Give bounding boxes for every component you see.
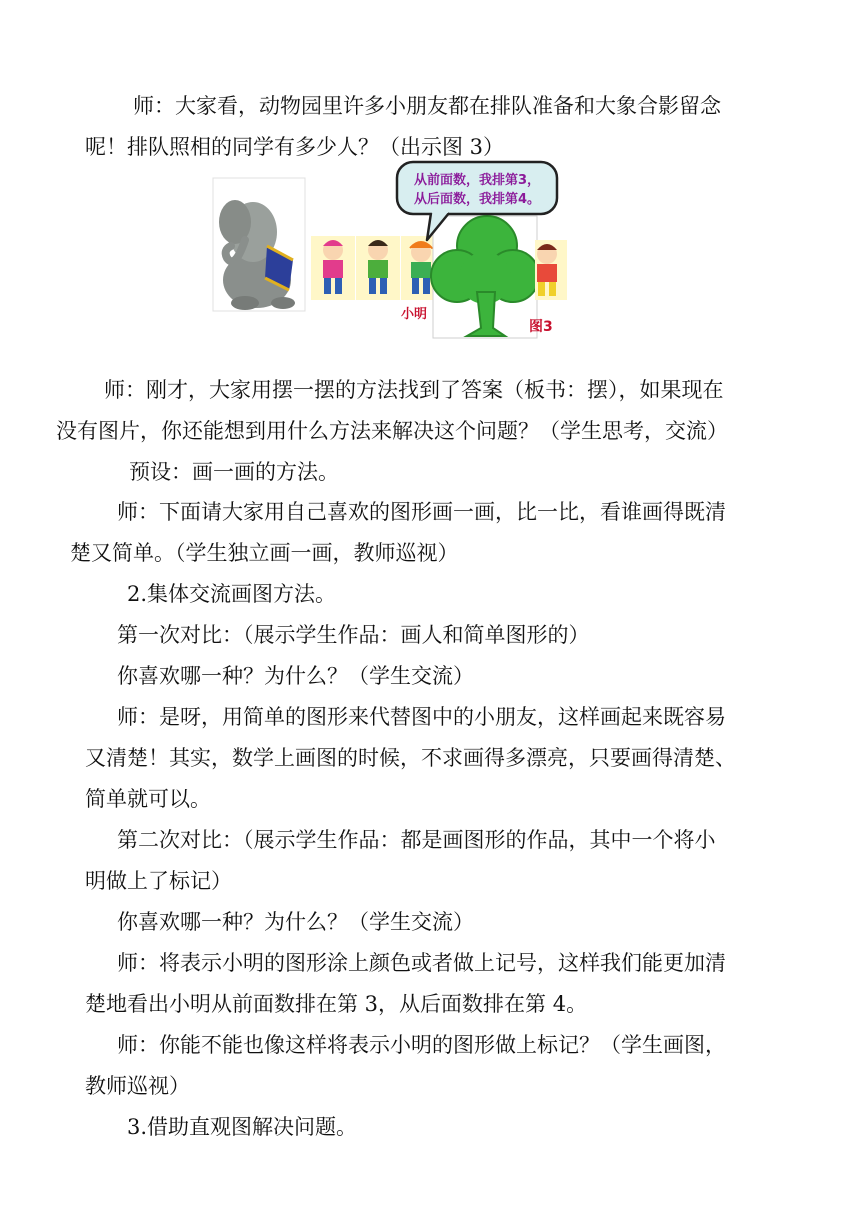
speech-bubble-text — [397, 164, 557, 216]
paragraph-line: 呢！排队照相的同学有多少人？（出示图 3） — [85, 135, 505, 159]
paragraph-line: 师：大家看，动物园里许多小朋友都在排队准备和大象合影留念 — [133, 94, 721, 118]
paragraph-line: 师：刚才，大家用摆一摆的方法找到了答案（板书：摆），如果现在 — [104, 378, 724, 402]
paragraph-line: 2.集体交流画图方法。 — [127, 582, 337, 606]
xiaoming-label: 小明 — [401, 307, 428, 322]
elephant-icon — [213, 178, 305, 311]
paragraph-line: 简单就可以。 — [85, 787, 211, 811]
paragraph-line: 师：是呀，用简单的图形来代替图中的小朋友，这样画起来既容易 — [117, 705, 726, 729]
paragraph-line: 楚地看出小明从前面数排在第 3，从后面数排在第 4。 — [85, 992, 588, 1016]
paragraph-line: 教师巡视） — [85, 1074, 190, 1098]
paragraph-line: 3.借助直观图解决问题。 — [127, 1115, 358, 1139]
paragraph-line: 预设：画一画的方法。 — [129, 460, 339, 484]
figure-caption: 图3 — [529, 319, 553, 335]
figure-3 — [205, 160, 575, 345]
paragraph-line: 师：将表示小明的图形涂上颜色或者做上记号，这样我们能更加清 — [117, 951, 726, 975]
paragraph-line: 楚又简单。（学生独立画一画，教师巡视） — [70, 541, 459, 565]
bubble-line: 从后面数，我排第4。 — [413, 192, 541, 207]
paragraph-line: 没有图片，你还能想到用什么方法来解决这个问题？（学生思考，交流） — [56, 419, 728, 443]
paragraph-line: 明做上了标记） — [85, 869, 232, 893]
paragraph-line: 第一次对比：（展示学生作品：画人和简单图形的） — [117, 623, 590, 647]
paragraph-line: 第二次对比：（展示学生作品：都是画图形的作品，其中一个将小 — [117, 828, 716, 852]
paragraph-line: 你喜欢哪一种？为什么？（学生交流） — [117, 910, 474, 934]
tree-icon — [431, 216, 539, 338]
paragraph-line: 又清楚！其实，数学上画图的时候，不求画得多漂亮，只要画得清楚、 — [85, 746, 736, 770]
child-icon — [311, 236, 355, 300]
paragraph-line: 你喜欢哪一种？为什么？（学生交流） — [117, 664, 474, 688]
child-icon — [356, 236, 400, 300]
child-icon — [535, 240, 567, 300]
paragraph-line: 师：你能不能也像这样将表示小明的图形做上标记？（学生画图， — [117, 1033, 726, 1057]
paragraph-line: 师：下面请大家用自己喜欢的图形画一画，比一比，看谁画得既清 — [117, 500, 726, 524]
bubble-line: 从前面数，我排第3， — [413, 173, 541, 188]
